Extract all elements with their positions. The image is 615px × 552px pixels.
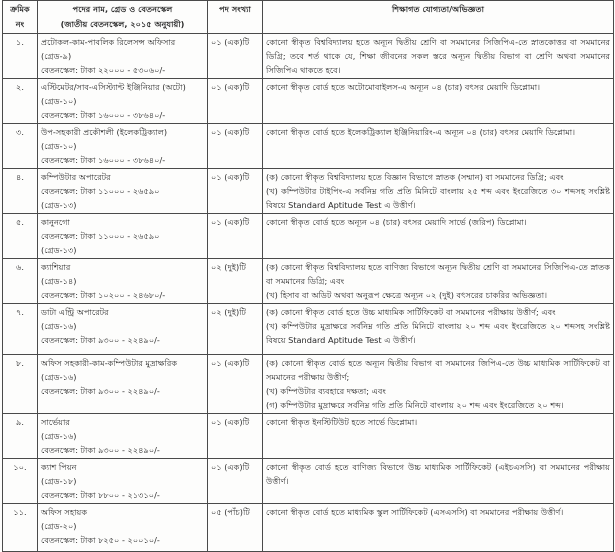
serial-cell: ৯. (3, 414, 38, 459)
qualification-item: কোনো স্বীকৃত বিশ্ববিদ্যালয় হতে অন্যূন দ্বিতীয় শ্রেণি বা সমমানের সিজিপিএ-তে স্নাতকোত্তর বা সমমানের ডিগ্রি; তবে শর্ত থাকে যে, শিক্ষা জীবনের সকল স্তরে অন্যূন দ্বিতীয় বিভাগ বা শ্রেণি অথবা সমমানের সিজিপিএ থাকতে হবে। (266, 37, 610, 75)
post-count-cell: ০১ (এক)টি (208, 79, 263, 124)
post-title: ডাটা এন্ট্রি অপারেটর (41, 307, 109, 317)
post-title: ক্যাশিয়ার (41, 262, 71, 272)
post-detail: বেতনস্কেল: টাকা ১৬০০০ - ৩৮৬৪০/- (41, 155, 166, 165)
post-title: অফিস সহকারী-কাম-কম্পিউটার মুদ্রাক্ষরিক (41, 358, 178, 368)
post-count-cell: ০১ (এক)টি (208, 214, 263, 259)
post-detail: বেতনস্কেল: টাকা ২২০০০ - ৫৩০৬০/- (41, 65, 166, 75)
post-detail: (গ্রেড-১৬) (41, 321, 77, 331)
post-count-cell: ০২ (দুই)টি (208, 259, 263, 304)
qualification-item: (খ) হিসাব বা অডিট অথবা অনুরূপ ক্ষেত্রে অন্যূন ০২ (দুই) বৎসরের চাকরির অভিজ্ঞতা। (266, 290, 548, 300)
qualification-item: (খ) কম্পিউটার টাইপিং-এ সর্বনিম্ন গতি প্রতি মিনিটে বাংলায় ২৫ শব্দ এবং ইংরেজিতে ৩০ শব্দসহ সংশ্লিষ্ট বিষয়ে Standard Aptitude Test এ উত্তীর্ণ। (266, 186, 610, 210)
qualification-cell (263, 259, 614, 304)
qualification-item: কোনো স্বীকৃত বোর্ড হতে অন্যূন ০৪ (চার) বৎসর মেয়াদি সার্ভে (জরিপ) ডিপ্লোমা। (266, 217, 527, 227)
post-count-cell: ০১ (এক)টি (208, 169, 263, 214)
post-detail: বেতনস্কেল: টাকা ১৬০০০ - ৩৮৬৪০/- (41, 110, 166, 120)
post-cell (38, 304, 208, 355)
qualification-item: কোনো স্বীকৃত ইনস্টিটিউট হতে সার্ভে ডিপ্লোমা। (266, 417, 418, 427)
post-count-cell: ০১ (এক)টি (208, 459, 263, 504)
post-detail: (গ্রেড-১৮) (41, 476, 77, 486)
post-title: প্রটোকল-কাম-পাবলিক রিলেসন্স অফিসার (41, 37, 176, 47)
header-serial-line: ক্রমিক (10, 4, 30, 14)
serial-cell: ৭. (3, 304, 38, 355)
post-detail: বেতনস্কেল: টাকা ৮৮০০ - ২১৩১০/- (41, 490, 160, 500)
post-detail: (গ্রেড-১০) (41, 96, 77, 106)
post-detail: (গ্রেড-৯) (41, 51, 72, 61)
post-cell (38, 214, 208, 259)
serial-cell: ৮. (3, 355, 38, 414)
post-detail: (গ্রেড-২০) (41, 521, 77, 531)
post-detail: (গ্রেড-১৬) (41, 372, 77, 382)
post-cell (38, 79, 208, 124)
qualification-cell (263, 504, 614, 552)
table-row (3, 169, 614, 214)
header-post-line: পদের নাম, গ্রেড ও বেতনস্কেল (72, 4, 173, 14)
post-title: অফিস সহায়ক (41, 507, 88, 517)
post-cell (38, 34, 208, 79)
serial-cell: ৫. (3, 214, 38, 259)
header-serial-line: নং (15, 19, 25, 29)
post-count-cell: ০১ (এক)টি (208, 355, 263, 414)
qualification-item: (ক) কোনো স্বীকৃত বিশ্ববিদ্যালয় হতে বাণিজ্য বিভাগে অন্যূন দ্বিতীয় শ্রেণি বা সমমানের সিজিপিএ-তে স্নাতক বা সমমানের ডিগ্রি; এবং (266, 262, 610, 286)
table-row (3, 355, 614, 414)
table-row (3, 414, 614, 459)
qualification-item: কোনো স্বীকৃত বোর্ড হতে মাধ্যমিক স্কুল সার্টিফিকেট (এসএসসি) বা সমমানের পরীক্ষায় উত্তীর্ণ। (266, 507, 564, 517)
qualification-cell (263, 459, 614, 504)
post-detail: বেতনস্কেল: টাকা ১১০০০ - ২৬৫৯০ (41, 231, 160, 241)
serial-cell: ১০. (3, 459, 38, 504)
qualification-cell (263, 355, 614, 414)
post-count-cell: ০১ (এক)টি (208, 124, 263, 169)
header-serial (3, 1, 38, 34)
post-detail: বেতনস্কেল: টাকা ৯৩০০ - ২২৪৯০/- (41, 445, 160, 455)
qualification-cell (263, 214, 614, 259)
serial-cell: ২. (3, 79, 38, 124)
post-count-cell: ০৫ (পাঁচ)টি (208, 504, 263, 552)
post-cell (38, 169, 208, 214)
post-title: এস্টিমেটর/সাব-এসিস্ট্যান্ট ইঞ্জিনিয়ার (অটো) (41, 82, 186, 92)
qualification-item: কোনো স্বীকৃত বোর্ড হতে অটোমোবাইলস-এ অন্যূন ০৪ (চার) বৎসর মেয়াদি ডিপ্লোমা। (266, 82, 541, 92)
job-circular-table (2, 0, 614, 552)
qualification-item: কোনো স্বীকৃত বোর্ড হতে ইলেকট্রিক্যাল ইঞ্জিনিয়ারিং-এ অন্যূন ০৪ (চার) বৎসর মেয়াদি ডিপ্লোমা। (266, 127, 576, 137)
post-count-cell: ০১ (এক)টি (208, 34, 263, 79)
post-cell (38, 459, 208, 504)
qualification-item: (খ) কম্পিউটার ব্যবহারে দক্ষতা; এবং (266, 386, 386, 396)
qualification-cell (263, 414, 614, 459)
qualification-item: (ক) কোনো স্বীকৃত বোর্ড হতে অন্যূন দ্বিতীয় বিভাগ বা সমমানের জিপিএ-তে উচ্চ মাধ্যমিক সার্টিফিকেট বা সমমানের পরীক্ষায় উত্তীর্ণ; (266, 358, 610, 382)
post-detail: (গ্রেড-১৩) (41, 245, 77, 255)
qualification-cell (263, 304, 614, 355)
qualification-item: কোনো স্বীকৃত বোর্ড হতে বাণিজ্য বিভাগে উচ্চ মাধ্যমিক সার্টিফিকেট (এইচএসসি) বা সমমানের পরীক্ষায় উত্তীর্ণ। (266, 462, 610, 486)
post-detail: বেতনস্কেল: টাকা ৯৩০০ - ২২৪৯০/- (41, 335, 160, 345)
post-cell (38, 124, 208, 169)
post-title: কানুনগো (41, 217, 70, 227)
post-detail: (গ্রেড-১০) (41, 141, 77, 151)
post-cell (38, 259, 208, 304)
header-post-line: (জাতীয় বেতনস্কেল, ২০১৫ অনুযায়ী) (60, 19, 185, 29)
post-detail: বেতনস্কেল: টাকা ৮২৫০ - ২০০১০/- (41, 535, 160, 545)
post-detail: (গ্রেড-১৩) (41, 200, 77, 210)
post-cell (38, 504, 208, 552)
post-title: সার্ভেয়ার (41, 417, 70, 427)
table-row (3, 304, 614, 355)
post-detail: বেতনস্কেল: টাকা ৯৩০০ - ২২৪৯০/- (41, 386, 160, 396)
post-title: কম্পিউটার অপারেটর (41, 172, 111, 182)
qualification-item: (ক) কোনো স্বীকৃত বিশ্ববিদ্যালয় হতে বিজ্ঞান বিভাগে স্নাতক (সম্মান) বা সমমানের ডিগ্রি; এবং (266, 172, 564, 182)
post-cell (38, 414, 208, 459)
header-count: পদ সংখ্যা (208, 1, 263, 34)
table-row (3, 504, 614, 552)
post-detail: (গ্রেড-১৬) (41, 431, 77, 441)
qualification-item: (খ) কম্পিউটার মুদ্রাক্ষরে সর্বনিম্ন গতি প্রতি মিনিটে বাংলায় ২০ শব্দ এবং ইংরেজিতে ২০ শব্দসহ সংশ্লিষ্ট বিষয়ে Standard Aptitude Test এ উত্তীর্ণ। (266, 321, 610, 345)
post-detail: বেতনস্কেল: টাকা ১১০০০ - ২৬৫৯০ (41, 186, 160, 196)
post-count-cell: ০১ (এক)টি (208, 414, 263, 459)
header-post (38, 1, 208, 34)
table-row (3, 34, 614, 79)
post-cell (38, 355, 208, 414)
serial-cell: ৪. (3, 169, 38, 214)
serial-cell: ১১. (3, 504, 38, 552)
post-title: ক্যাশ পিয়ন (41, 462, 77, 472)
qualification-cell (263, 169, 614, 214)
table-row (3, 259, 614, 304)
qualification-cell (263, 124, 614, 169)
qualification-item: (গ) কম্পিউটার মুদ্রাক্ষরে সর্বনিম্ন গতি প্রতি মিনিটে বাংলায় ২০ শব্দ এবং ইংরেজিতে ২০ শব্দ। (266, 400, 564, 410)
qualification-cell (263, 79, 614, 124)
table-row (3, 214, 614, 259)
serial-cell: ৬. (3, 259, 38, 304)
qualification-item: (ক) কোনো স্বীকৃত বোর্ড হতে উচ্চ মাধ্যমিক সার্টিফিকেট বা সমমানের পরীক্ষায় উত্তীর্ণ; এবং (266, 307, 556, 317)
header-qualification: শিক্ষাগত যোগ্যতা/অভিজ্ঞতা (263, 1, 614, 34)
serial-cell: ১. (3, 34, 38, 79)
post-detail: (গ্রেড-১৪) (41, 276, 77, 286)
serial-cell: ৩. (3, 124, 38, 169)
post-count-cell: ০২ (দুই)টি (208, 304, 263, 355)
table-header-row (3, 1, 614, 34)
table-row (3, 79, 614, 124)
post-detail: বেতনস্কেল: টাকা ১০২০০ - ২৪৬৮০/- (41, 290, 166, 300)
table-row (3, 124, 614, 169)
post-title: উপ-সহকারী প্রকৌশলী (ইলেকট্রিক্যাল) (41, 127, 168, 137)
qualification-cell (263, 34, 614, 79)
table-row (3, 459, 614, 504)
